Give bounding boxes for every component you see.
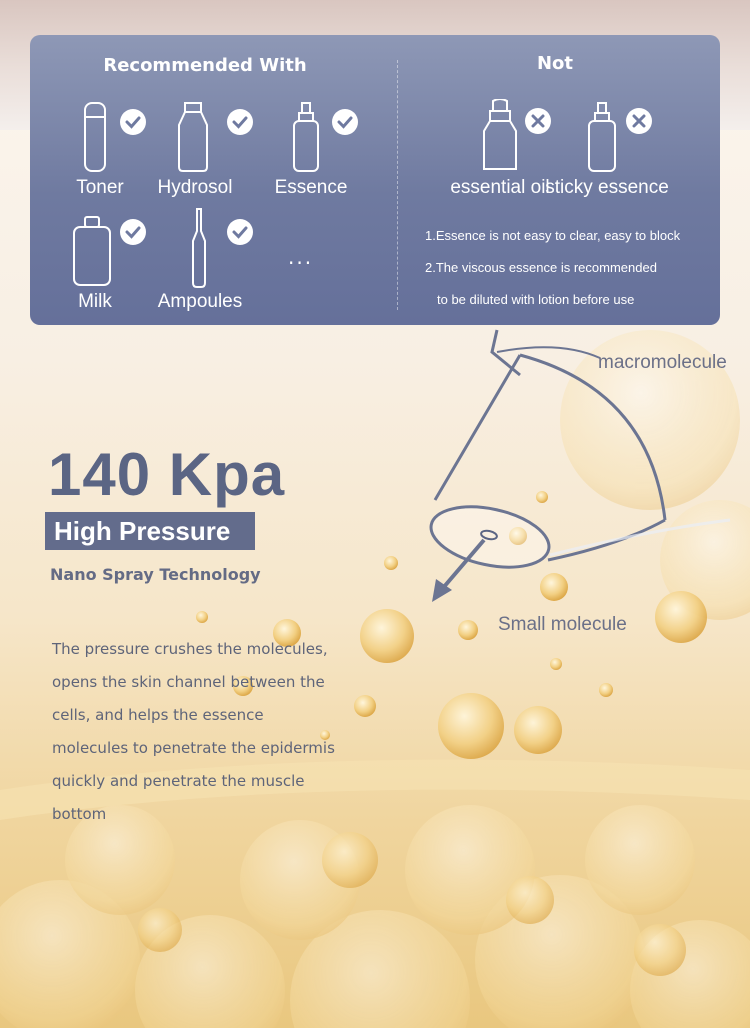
description-text: The pressure crushes the molecules, opens the skin channel between the cells, and helps the essence molecules to penetrate the epidermis quickly and penetrate the muscle bottom [52, 640, 335, 823]
item-label: Essence [274, 177, 348, 198]
technology-subtitle: Nano Spray Technology [50, 565, 261, 584]
item-label: essential oil [450, 177, 550, 198]
item-label: sticky essence [545, 177, 669, 198]
high-pressure-badge: High Pressure [45, 512, 255, 550]
note-line-2: 2.The viscous essence is recommended [425, 260, 657, 275]
recommended-heading: Recommended With [103, 55, 307, 76]
item-label: Milk [78, 291, 112, 312]
pressure-title: 140 Kpa [48, 441, 286, 508]
not-heading: Not [536, 53, 574, 74]
note-line-1: 1.Essence is not easy to clear, easy to block [425, 228, 681, 243]
item-label: Toner [76, 177, 124, 198]
item-label: Hydrosol [157, 177, 233, 198]
item-label: Ampoules [157, 291, 243, 312]
more-ellipsis: ... [288, 245, 314, 269]
note-line-3: to be diluted with lotion before use [437, 292, 635, 307]
small-molecule-label: Small molecule [498, 614, 627, 635]
macromolecule-label: macromolecule [598, 352, 727, 373]
